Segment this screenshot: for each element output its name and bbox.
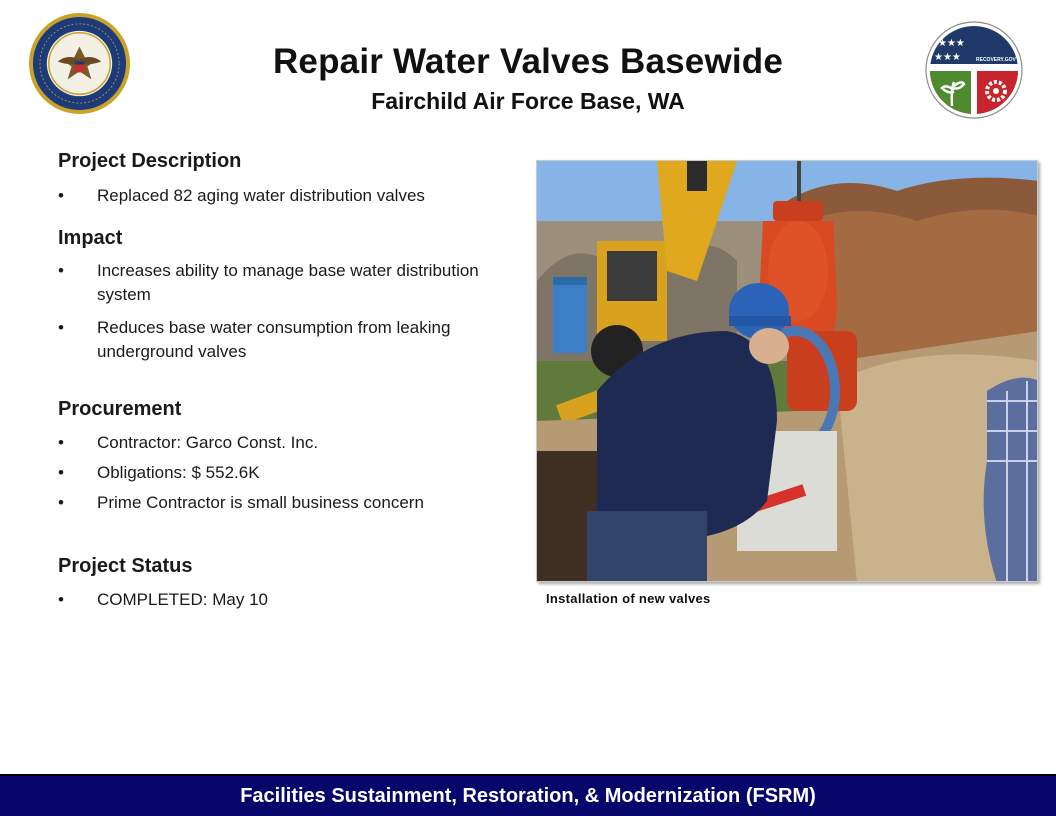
svg-text:★★★: ★★★ — [938, 38, 965, 49]
recovery-logo-text: RECOVERY.GOV — [976, 57, 1016, 63]
section-heading-project-description: Project Description — [58, 150, 242, 172]
valve-installation-illustration — [537, 161, 1038, 582]
list-item-text: Contractor: Garco Const. Inc. — [97, 433, 319, 452]
page-subtitle: Fairchild Air Force Base, WA — [371, 88, 685, 114]
list-item-text: Prime Contractor is small business concern — [97, 493, 424, 512]
page-title: Repair Water Valves Basewide — [272, 42, 784, 81]
installation-photo — [536, 160, 1038, 582]
list-item-text: COMPLETED: May 10 — [97, 590, 268, 609]
list-item-text: Increases ability to manage base water distribution system — [97, 261, 479, 304]
section-heading-procurement: Procurement — [58, 398, 182, 420]
recovery-logo-icon — [924, 18, 1024, 124]
list-item-text: Obligations: $ 552.6K — [97, 463, 260, 482]
list-item-text: Reduces base water consumption from leaking underground valves — [97, 318, 451, 361]
section-heading-impact: Impact — [58, 227, 123, 249]
footer-banner: Facilities Sustainment, Restoration, & Modernization (FSRM) — [0, 774, 1056, 816]
section-heading-project-status: Project Status — [58, 555, 193, 577]
slide: Repair Water Valves Basewide Fairchild Air Force Base, WA ★★★ ★★★ RECOVERY.GOV Project Description • Replaced 82 aging water distribution valves Impact • Increases ability to manage base water distribution system • Reduces base water consumption from leaking underground valves Procurement • Contractor: Garco Const. Inc. • Obligations: $ 552.6K • Prime Contractor is small business concern Project Status • COMPLETED: May 10 Installation of new valves Facilities Sustainment, Restoration, & Modernization (FSRM) — [0, 0, 1056, 816]
list-item-text: Replaced 82 aging water distribution valves — [97, 186, 425, 205]
photo-caption: Installation of new valves — [546, 591, 711, 606]
svg-text:★★★: ★★★ — [934, 52, 961, 63]
